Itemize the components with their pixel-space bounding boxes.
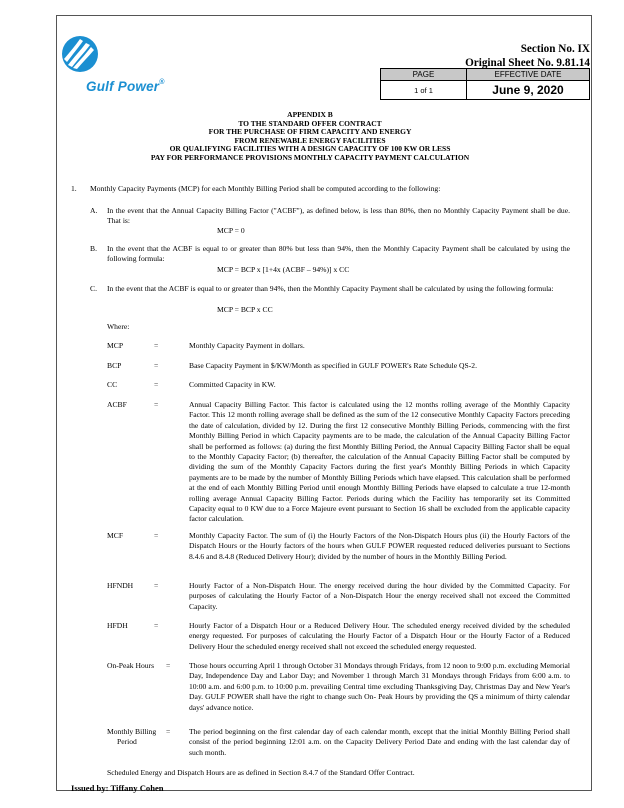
title-line: APPENDIX B	[287, 110, 333, 119]
effective-date-value: June 9, 2020	[492, 83, 564, 97]
item-a-formula: MCP = 0	[217, 226, 245, 235]
definition-term: MCF	[107, 531, 124, 540]
definition-text: Hourly Factor of a Dispatch Hour or a Reduced Delivery Hour. The scheduled energy received divided by the scheduled energy requested. For purposes of calculating the Hourly Factor of a Dispatch Hour or the Hourly Factor of a Reduced Delivery Hour the scheduled energy received shall not exceed the scheduled energy requested.	[189, 621, 570, 651]
definition-term: HFNDH	[107, 581, 134, 590]
item-b-text: In the event that the ACBF is equal to or greater than 80% but less than 94%, then the Monthly Capacity Payment shall be calculated by using the following formula:	[107, 244, 570, 264]
item-a-letter: A.	[90, 206, 98, 215]
definition-term: HFDH	[107, 621, 128, 630]
definition-text: Committed Capacity in KW.	[189, 380, 276, 389]
page-cell	[381, 69, 467, 99]
footnote: Scheduled Energy and Dispatch Hours are as defined in Section 8.4.7 of the Standard Offer Contract.	[107, 768, 415, 777]
definition-term: MCP	[107, 341, 124, 350]
item-b-formula: MCP = BCP x [1+4x (ACBF – 94%)] x CC	[217, 265, 350, 274]
title-line: FOR THE PURCHASE OF FIRM CAPACITY AND ENERGY	[208, 127, 412, 137]
definition-term-continued: Period	[117, 737, 137, 746]
document-title	[110, 111, 510, 163]
title-line: TO THE STANDARD OFFER CONTRACT	[238, 118, 382, 128]
effective-date-cell	[467, 69, 589, 99]
header-table	[380, 68, 590, 100]
definition-term: BCP	[107, 361, 122, 370]
definition-equals: =	[154, 581, 159, 590]
definition-term: On-Peak Hours	[107, 661, 155, 670]
definition-equals: =	[154, 380, 159, 389]
gulf-power-logo	[60, 31, 200, 111]
item-a-text: In the event that the Annual Capacity Billing Factor ("ACBF"), as defined below, is less than 80%, then no Monthly Capacity Payment shall be due. That is:	[107, 206, 570, 226]
item-1-text: Monthly Capacity Payments (MCP) for each Monthly Billing Period shall be computed according to the following:	[90, 184, 441, 193]
definition-equals: =	[154, 621, 159, 630]
title-line: FROM RENEWABLE ENERGY FACILITIES	[234, 135, 386, 145]
definition-term: ACBF	[107, 400, 127, 409]
definition-term: CC	[107, 380, 118, 389]
item-c-formula: MCP = BCP x CC	[217, 305, 273, 314]
definition-equals: =	[166, 727, 171, 736]
definition-equals: =	[154, 531, 159, 540]
definition-equals: =	[166, 661, 171, 670]
definition-equals: =	[154, 341, 159, 350]
definition-text: Base Capacity Payment in $/KW/Month as specified in GULF POWER's Rate Schedule QS-2.	[189, 361, 477, 370]
company-name: Gulf Power®	[86, 79, 165, 94]
page-value: 1 of 1	[414, 85, 433, 95]
section-number: Section No. IX	[520, 43, 590, 55]
item-b-letter: B.	[90, 244, 97, 253]
definition-term: Monthly Billing	[107, 727, 157, 736]
where-label: Where:	[107, 322, 130, 331]
title-line: OR QUALIFYING FACILITIES WITH A DESIGN CAPACITY OF 100 KW OR LESS	[169, 144, 451, 154]
definition-text: Annual Capacity Billing Factor. This factor is calculated using the 12 months rolling average of the Monthly Capacity Factor. This 12 month rolling average shall be defined as the sum of the 12 consecutive Monthly Capacity Factors preceding the date of calculation, divided by 12. During the first 12 consecutive Monthly Billing Periods, commencing with the first Monthly Billing Period in which Capacity payments are to be made, the calculation of the Annual Capacity Billing Factor shall be performed as follows: (a) during the first Monthly Billing Period, the Annual Capacity Billing Factor shall be equal to the Monthly Capacity Factor; (b) thereafter, the calculation of the Annual Capacity Billing Factor shall be computed by dividing the sum of the Monthly Capacity Factors during the first year's Monthly Billing Periods in which Capacity payments are to be made by the number of Monthly Billing Periods which have elapsed. This calculation shall be performed at the end of each Monthly Billing Period until enough Monthly Billing Periods have elapsed to calculate a true 12-month rolling average Annual Capacity Billing Factor. Periods during which the Facility has temporarily set its Committed Capacity equal to 0 KW due to a Force Majeure event pursuant to Section 16 shall be excluded from the applicable capacity factor calculation.	[189, 400, 570, 524]
definition-text: Those hours occurring April 1 through October 31 Mondays through Fridays, from 12 noon to 9:00 p.m. excluding Memorial Day, Independence Day and Labor Day; and November 1 through March 31 Mondays through Fridays from 6:00 a.m. to 10:00 a.m. and 6:00 p.m. to 10:00 p.m. prevailing Central time excluding Thanksgiving Day, Christmas Day and New Year's Day. GULF POWER shall have the right to change such On- Peak Hours by providing the QS a minimum of thirty calendar days' advance notice.	[189, 661, 570, 712]
sheet-number: Original Sheet No. 9.81.14	[465, 57, 590, 69]
item-c-letter: C.	[90, 284, 97, 293]
page-label: PAGE	[381, 69, 466, 81]
definition-text: The period beginning on the first calendar day of each calendar month, except that the initial Monthly Billing Period shall consist of the period beginning 12:01 a.m. on the Capacity Delivery Period Date and ending with the last calendar day of such month.	[189, 727, 570, 757]
definition-text: Monthly Capacity Payment in dollars.	[189, 341, 305, 350]
definition-equals: =	[154, 400, 159, 409]
definition-text: Hourly Factor of a Non-Dispatch Hour. The energy received during the hour divided by the Committed Capacity. For purposes of calculating the Hourly Factor of a Non-Dispatch Hour the energy received shall not exceed the Committed Capacity.	[189, 581, 570, 611]
definition-text: Monthly Capacity Factor. The sum of (i) the Hourly Factors of the Non-Dispatch Hours plus (ii) the Hourly Factors of the Dispatch Hours or the Hourly factors of the hours when GULF POWER requested reduced deliveries pursuant to Sections 8.4.6 and 8.4.8 (Reduced Delivery Hour); divided by the number of hours in the Monthly Billing Period.	[189, 531, 570, 561]
item-c-text: In the event that the ACBF is equal to or greater than 94%, then the Monthly Capacity Payment shall be calculated by using the following formula:	[107, 284, 554, 293]
definition-equals: =	[154, 361, 159, 370]
effective-date-label: EFFECTIVE DATE	[467, 69, 589, 81]
title-line: PAY FOR PERFORMANCE PROVISIONS MONTHLY CAPACITY PAYMENT CALCULATION	[150, 152, 470, 162]
issued-by: Issued by: Tiffany Cohen	[71, 783, 164, 793]
item-1-number: 1.	[71, 184, 77, 193]
